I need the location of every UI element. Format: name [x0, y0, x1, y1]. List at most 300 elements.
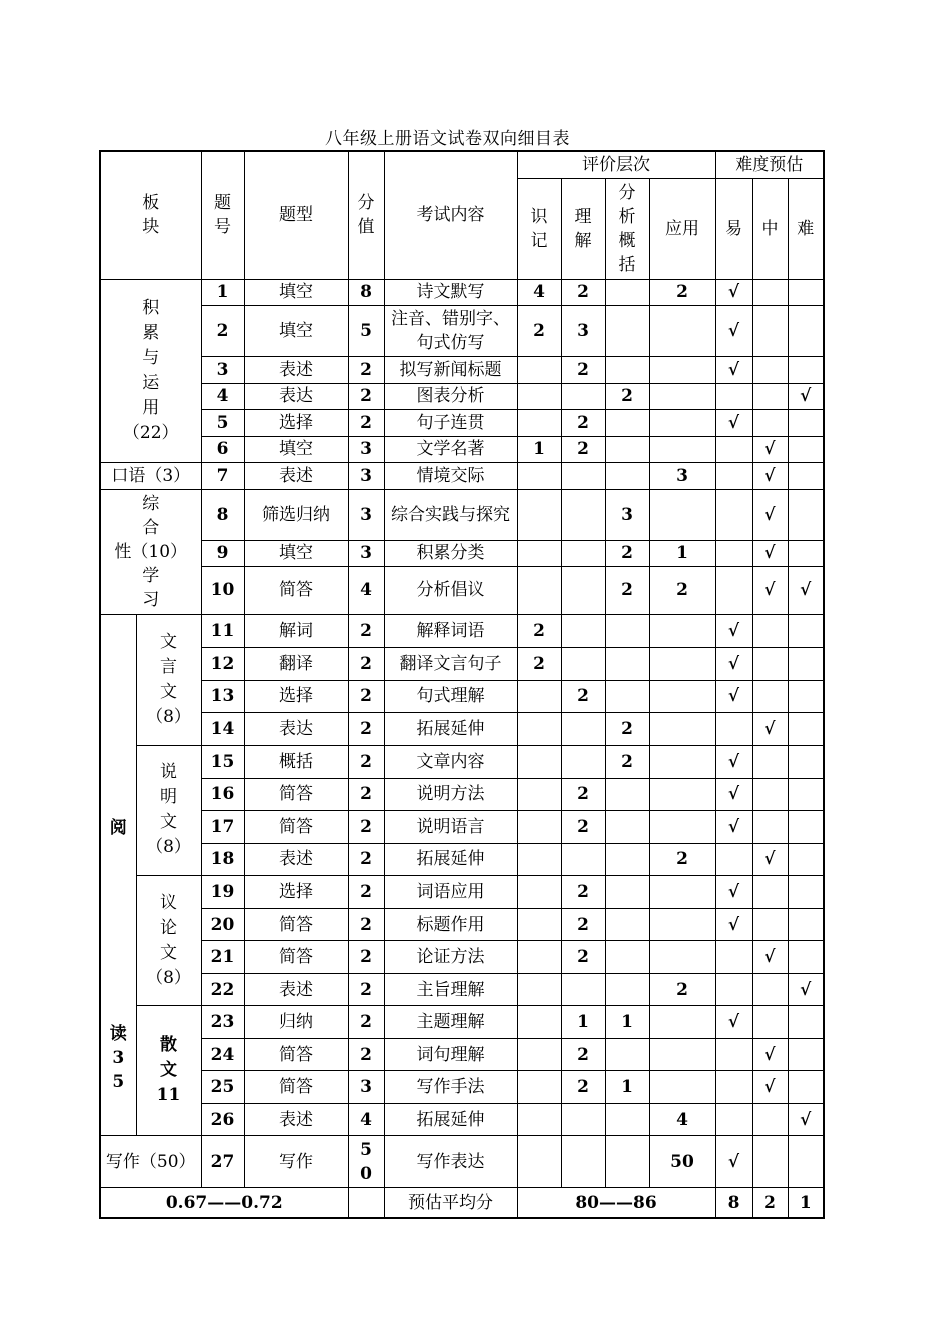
difficulty-hard	[788, 614, 824, 647]
difficulty-medium: √	[752, 941, 788, 974]
question-content: 图表分析	[384, 383, 517, 409]
difficulty-easy: √	[715, 647, 752, 680]
medium-count: 2	[752, 1188, 788, 1218]
level-understand	[561, 745, 605, 778]
level-remember	[517, 1104, 561, 1136]
question-type: 简答	[244, 810, 348, 843]
question-score: 2	[348, 974, 384, 1006]
table-row	[100, 614, 824, 647]
question-number: 11	[201, 614, 244, 647]
difficulty-hard	[788, 876, 824, 909]
table-row	[100, 974, 824, 1006]
header-level-understand	[561, 178, 605, 279]
question-number: 14	[201, 712, 244, 745]
level-remember	[517, 712, 561, 745]
level-analyze	[605, 909, 649, 941]
difficulty-hard: √	[788, 1104, 824, 1136]
question-number: 6	[201, 436, 244, 462]
question-number: 7	[201, 462, 244, 489]
question-score: 2	[348, 1039, 384, 1071]
level-apply	[649, 680, 715, 712]
question-type: 表达	[244, 383, 348, 409]
table-row	[100, 356, 824, 383]
question-content: 文学名著	[384, 436, 517, 462]
question-type: 简答	[244, 1039, 348, 1071]
question-content: 说明语言	[384, 810, 517, 843]
level-apply: 1	[649, 540, 715, 566]
level-analyze: 2	[605, 383, 649, 409]
question-content: 拓展延伸	[384, 843, 517, 875]
question-content: 拓展延伸	[384, 1104, 517, 1136]
question-number: 23	[201, 1006, 244, 1039]
question-number: 20	[201, 909, 244, 941]
question-number: 22	[201, 974, 244, 1006]
level-apply	[649, 614, 715, 647]
level-understand: 2	[561, 909, 605, 941]
level-remember	[517, 409, 561, 436]
level-understand: 2	[561, 810, 605, 843]
section-writing: 写作（50）	[100, 1136, 201, 1188]
question-type: 表述	[244, 356, 348, 383]
level-analyze: 2	[605, 712, 649, 745]
question-score: 2	[348, 810, 384, 843]
difficulty-easy	[715, 462, 752, 489]
table-row	[100, 647, 824, 680]
level-remember: 1	[517, 436, 561, 462]
level-understand: 3	[561, 305, 605, 356]
section-prose	[136, 1006, 201, 1136]
header-difficulty: 难度预估	[715, 151, 824, 178]
question-content: 情境交际	[384, 462, 517, 489]
level-understand: 2	[561, 1071, 605, 1104]
question-number: 25	[201, 1071, 244, 1104]
question-content: 注音、错别字、句式仿写	[384, 305, 517, 356]
question-score: 2	[348, 745, 384, 778]
difficulty-easy: √	[715, 614, 752, 647]
difficulty-hard	[788, 941, 824, 974]
level-analyze	[605, 614, 649, 647]
question-score	[348, 1136, 384, 1188]
level-understand: 2	[561, 356, 605, 383]
table-row	[100, 1006, 824, 1039]
question-content: 写作表达	[384, 1136, 517, 1188]
level-remember	[517, 540, 561, 566]
difficulty-easy	[715, 540, 752, 566]
difficulty-medium: √	[752, 1039, 788, 1071]
section-argumentative-label: 议 论 文 （8）	[146, 892, 191, 988]
difficulty-medium	[752, 876, 788, 909]
level-apply	[649, 436, 715, 462]
table-row	[100, 436, 824, 462]
table-row	[100, 462, 824, 489]
question-type: 筛选归纳	[244, 489, 348, 540]
question-type: 选择	[244, 680, 348, 712]
question-number: 4	[201, 383, 244, 409]
table-row	[100, 778, 824, 810]
level-apply: 2	[649, 279, 715, 305]
level-remember: 2	[517, 647, 561, 680]
level-understand: 2	[561, 778, 605, 810]
question-number: 18	[201, 843, 244, 875]
table-row	[100, 843, 824, 875]
question-type: 写作	[244, 1136, 348, 1188]
level-understand	[561, 1136, 605, 1188]
section-expository	[136, 745, 201, 875]
level-understand: 2	[561, 409, 605, 436]
level-apply: 2	[649, 843, 715, 875]
difficulty-medium	[752, 305, 788, 356]
question-score: 2	[348, 383, 384, 409]
question-number: 24	[201, 1039, 244, 1071]
question-score-value: 5 0	[360, 1139, 372, 1184]
question-content: 标题作用	[384, 909, 517, 941]
level-understand	[561, 540, 605, 566]
difficulty-easy	[715, 1104, 752, 1136]
difficulty-easy: √	[715, 876, 752, 909]
question-score: 4	[348, 1104, 384, 1136]
level-analyze	[605, 1039, 649, 1071]
level-remember	[517, 1136, 561, 1188]
question-content: 说明方法	[384, 778, 517, 810]
level-understand-label: 理 解	[574, 206, 592, 251]
difficulty-easy	[715, 941, 752, 974]
difficulty-medium: √	[752, 462, 788, 489]
header-hard: 难	[788, 178, 824, 279]
difficulty-hard	[788, 712, 824, 745]
question-type: 表述	[244, 974, 348, 1006]
question-type: 表达	[244, 712, 348, 745]
difficulty-easy	[715, 712, 752, 745]
question-score: 4	[348, 566, 384, 614]
question-number: 3	[201, 356, 244, 383]
difficulty-medium	[752, 745, 788, 778]
question-number: 13	[201, 680, 244, 712]
level-analyze	[605, 279, 649, 305]
difficulty-medium	[752, 279, 788, 305]
question-content: 诗文默写	[384, 279, 517, 305]
header-block	[100, 151, 201, 279]
level-remember: 4	[517, 279, 561, 305]
level-analyze	[605, 1104, 649, 1136]
table-row	[100, 941, 824, 974]
level-remember	[517, 566, 561, 614]
section-classical-label: 文 言 文 （8）	[146, 631, 191, 727]
level-analyze-label: 分 析 概 括	[618, 182, 636, 275]
level-analyze	[605, 462, 649, 489]
difficulty-hard	[788, 1136, 824, 1188]
question-type: 归纳	[244, 1006, 348, 1039]
question-content: 主题理解	[384, 1006, 517, 1039]
level-analyze: 2	[605, 540, 649, 566]
header-score	[348, 151, 384, 279]
question-content: 拓展延伸	[384, 712, 517, 745]
section-argumentative	[136, 876, 201, 1006]
difficulty-hard	[788, 680, 824, 712]
question-number: 10	[201, 566, 244, 614]
question-content: 翻译文言句子	[384, 647, 517, 680]
difficulty-hard	[788, 1006, 824, 1039]
section-accumulation	[100, 279, 201, 462]
table-row	[100, 1104, 824, 1136]
header-number	[201, 151, 244, 279]
difficulty-easy: √	[715, 1136, 752, 1188]
difficulty-coefficient: 0.67——0.72	[100, 1188, 348, 1218]
question-content: 论证方法	[384, 941, 517, 974]
level-apply	[649, 876, 715, 909]
average-score-label: 预估平均分	[384, 1188, 517, 1218]
level-analyze: 3	[605, 489, 649, 540]
question-number: 2	[201, 305, 244, 356]
level-understand: 2	[561, 876, 605, 909]
level-understand	[561, 566, 605, 614]
question-score: 5	[348, 305, 384, 356]
difficulty-hard	[788, 647, 824, 680]
difficulty-medium	[752, 1006, 788, 1039]
question-number: 21	[201, 941, 244, 974]
difficulty-easy	[715, 566, 752, 614]
level-analyze	[605, 843, 649, 875]
level-remember	[517, 843, 561, 875]
level-understand	[561, 383, 605, 409]
section-comprehensive	[100, 489, 201, 614]
header-type: 题型	[244, 151, 348, 279]
difficulty-medium: √	[752, 436, 788, 462]
difficulty-hard	[788, 489, 824, 540]
level-analyze	[605, 810, 649, 843]
difficulty-easy	[715, 383, 752, 409]
level-apply: 2	[649, 974, 715, 1006]
level-remember-label: 识 记	[530, 206, 548, 251]
section-classical	[136, 614, 201, 745]
table-row	[100, 566, 824, 614]
difficulty-medium	[752, 778, 788, 810]
header-easy: 易	[715, 178, 752, 279]
question-type: 翻译	[244, 647, 348, 680]
question-content: 句式理解	[384, 680, 517, 712]
difficulty-easy: √	[715, 1006, 752, 1039]
question-type: 简答	[244, 778, 348, 810]
difficulty-medium	[752, 810, 788, 843]
level-apply	[649, 1039, 715, 1071]
difficulty-easy	[715, 1039, 752, 1071]
question-number: 8	[201, 489, 244, 540]
level-apply	[649, 383, 715, 409]
difficulty-hard: √	[788, 974, 824, 1006]
question-score: 2	[348, 712, 384, 745]
question-type: 填空	[244, 540, 348, 566]
level-understand	[561, 462, 605, 489]
difficulty-medium	[752, 383, 788, 409]
hard-count: 1	[788, 1188, 824, 1218]
level-analyze	[605, 1136, 649, 1188]
header-number-label: 题 号	[214, 193, 231, 238]
table-row	[100, 409, 824, 436]
difficulty-hard	[788, 356, 824, 383]
difficulty-easy: √	[715, 305, 752, 356]
header-medium: 中	[752, 178, 788, 279]
table-row	[100, 810, 824, 843]
question-score: 2	[348, 680, 384, 712]
difficulty-easy: √	[715, 810, 752, 843]
question-number: 16	[201, 778, 244, 810]
table-row	[100, 876, 824, 909]
question-content: 积累分类	[384, 540, 517, 566]
level-understand	[561, 614, 605, 647]
question-score: 2	[348, 843, 384, 875]
level-analyze	[605, 305, 649, 356]
level-remember	[517, 1006, 561, 1039]
section-accumulation-label: 积 累 与 运 用 （22）	[122, 297, 179, 443]
level-remember: 2	[517, 305, 561, 356]
spec-table	[99, 150, 825, 1219]
level-remember	[517, 462, 561, 489]
difficulty-medium	[752, 680, 788, 712]
question-score: 3	[348, 540, 384, 566]
question-score: 3	[348, 462, 384, 489]
level-remember	[517, 909, 561, 941]
table-row	[100, 540, 824, 566]
level-understand: 2	[561, 279, 605, 305]
header-level-apply: 应用	[649, 178, 715, 279]
level-understand	[561, 843, 605, 875]
difficulty-easy	[715, 436, 752, 462]
difficulty-hard	[788, 305, 824, 356]
level-apply: 3	[649, 462, 715, 489]
question-score: 2	[348, 614, 384, 647]
question-number: 15	[201, 745, 244, 778]
header-level-analyze	[605, 178, 649, 279]
question-content: 文章内容	[384, 745, 517, 778]
level-remember	[517, 680, 561, 712]
question-score: 2	[348, 1006, 384, 1039]
level-remember	[517, 1071, 561, 1104]
difficulty-medium: √	[752, 1071, 788, 1104]
table-row	[100, 383, 824, 409]
question-score: 2	[348, 778, 384, 810]
question-score: 3	[348, 489, 384, 540]
difficulty-hard	[788, 1039, 824, 1071]
level-understand: 2	[561, 436, 605, 462]
header-eval-levels: 评价层次	[517, 151, 715, 178]
question-type: 简答	[244, 566, 348, 614]
level-understand	[561, 712, 605, 745]
question-type: 表述	[244, 1104, 348, 1136]
question-type: 表述	[244, 843, 348, 875]
question-content: 拟写新闻标题	[384, 356, 517, 383]
difficulty-easy: √	[715, 356, 752, 383]
difficulty-easy	[715, 843, 752, 875]
difficulty-easy	[715, 489, 752, 540]
level-remember	[517, 974, 561, 1006]
level-remember	[517, 876, 561, 909]
level-remember	[517, 778, 561, 810]
level-apply	[649, 778, 715, 810]
level-apply: 4	[649, 1104, 715, 1136]
question-score: 3	[348, 1071, 384, 1104]
question-score: 2	[348, 941, 384, 974]
difficulty-hard	[788, 909, 824, 941]
difficulty-hard	[788, 843, 824, 875]
table-row	[100, 1071, 824, 1104]
level-understand	[561, 1104, 605, 1136]
level-remember	[517, 383, 561, 409]
difficulty-hard	[788, 409, 824, 436]
level-understand: 2	[561, 941, 605, 974]
difficulty-hard	[788, 462, 824, 489]
question-type: 解词	[244, 614, 348, 647]
level-apply	[649, 1071, 715, 1104]
question-content: 解释词语	[384, 614, 517, 647]
level-analyze	[605, 356, 649, 383]
difficulty-medium	[752, 356, 788, 383]
difficulty-medium: √	[752, 489, 788, 540]
difficulty-easy: √	[715, 745, 752, 778]
header-block-label: 板 块	[142, 193, 160, 238]
question-content: 分析倡议	[384, 566, 517, 614]
level-analyze	[605, 647, 649, 680]
difficulty-medium: √	[752, 566, 788, 614]
difficulty-hard	[788, 1071, 824, 1104]
question-content: 综合实践与探究	[384, 489, 517, 540]
question-number: 1	[201, 279, 244, 305]
difficulty-hard	[788, 778, 824, 810]
difficulty-easy: √	[715, 909, 752, 941]
difficulty-easy: √	[715, 279, 752, 305]
question-type: 填空	[244, 279, 348, 305]
question-number: 19	[201, 876, 244, 909]
section-reading-top-label: 阅	[109, 817, 127, 838]
difficulty-medium	[752, 647, 788, 680]
level-analyze	[605, 941, 649, 974]
question-content: 写作手法	[384, 1071, 517, 1104]
level-remember	[517, 745, 561, 778]
difficulty-medium: √	[752, 712, 788, 745]
table-row	[100, 680, 824, 712]
easy-count: 8	[715, 1188, 752, 1218]
level-remember: 2	[517, 614, 561, 647]
difficulty-medium	[752, 909, 788, 941]
section-comprehensive-label: 综 合 性（10） 学 习	[114, 493, 188, 610]
question-type: 简答	[244, 941, 348, 974]
question-type: 表述	[244, 462, 348, 489]
level-apply: 50	[649, 1136, 715, 1188]
table-row	[100, 489, 824, 540]
question-content: 句子连贯	[384, 409, 517, 436]
difficulty-medium	[752, 409, 788, 436]
table-row	[100, 712, 824, 745]
section-expository-label: 说 明 文 （8）	[146, 762, 191, 858]
level-analyze: 2	[605, 566, 649, 614]
level-apply	[649, 305, 715, 356]
table-row	[100, 745, 824, 778]
difficulty-easy	[715, 1071, 752, 1104]
level-remember	[517, 356, 561, 383]
difficulty-easy: √	[715, 778, 752, 810]
level-apply: 2	[649, 566, 715, 614]
level-remember	[517, 1039, 561, 1071]
difficulty-medium	[752, 1136, 788, 1188]
level-understand: 1	[561, 1006, 605, 1039]
question-type: 简答	[244, 1071, 348, 1104]
level-analyze: 2	[605, 745, 649, 778]
level-understand: 2	[561, 680, 605, 712]
difficulty-hard: √	[788, 566, 824, 614]
difficulty-easy	[715, 974, 752, 1006]
question-content: 词语应用	[384, 876, 517, 909]
level-apply	[649, 909, 715, 941]
difficulty-medium	[752, 614, 788, 647]
header-level-remember	[517, 178, 561, 279]
